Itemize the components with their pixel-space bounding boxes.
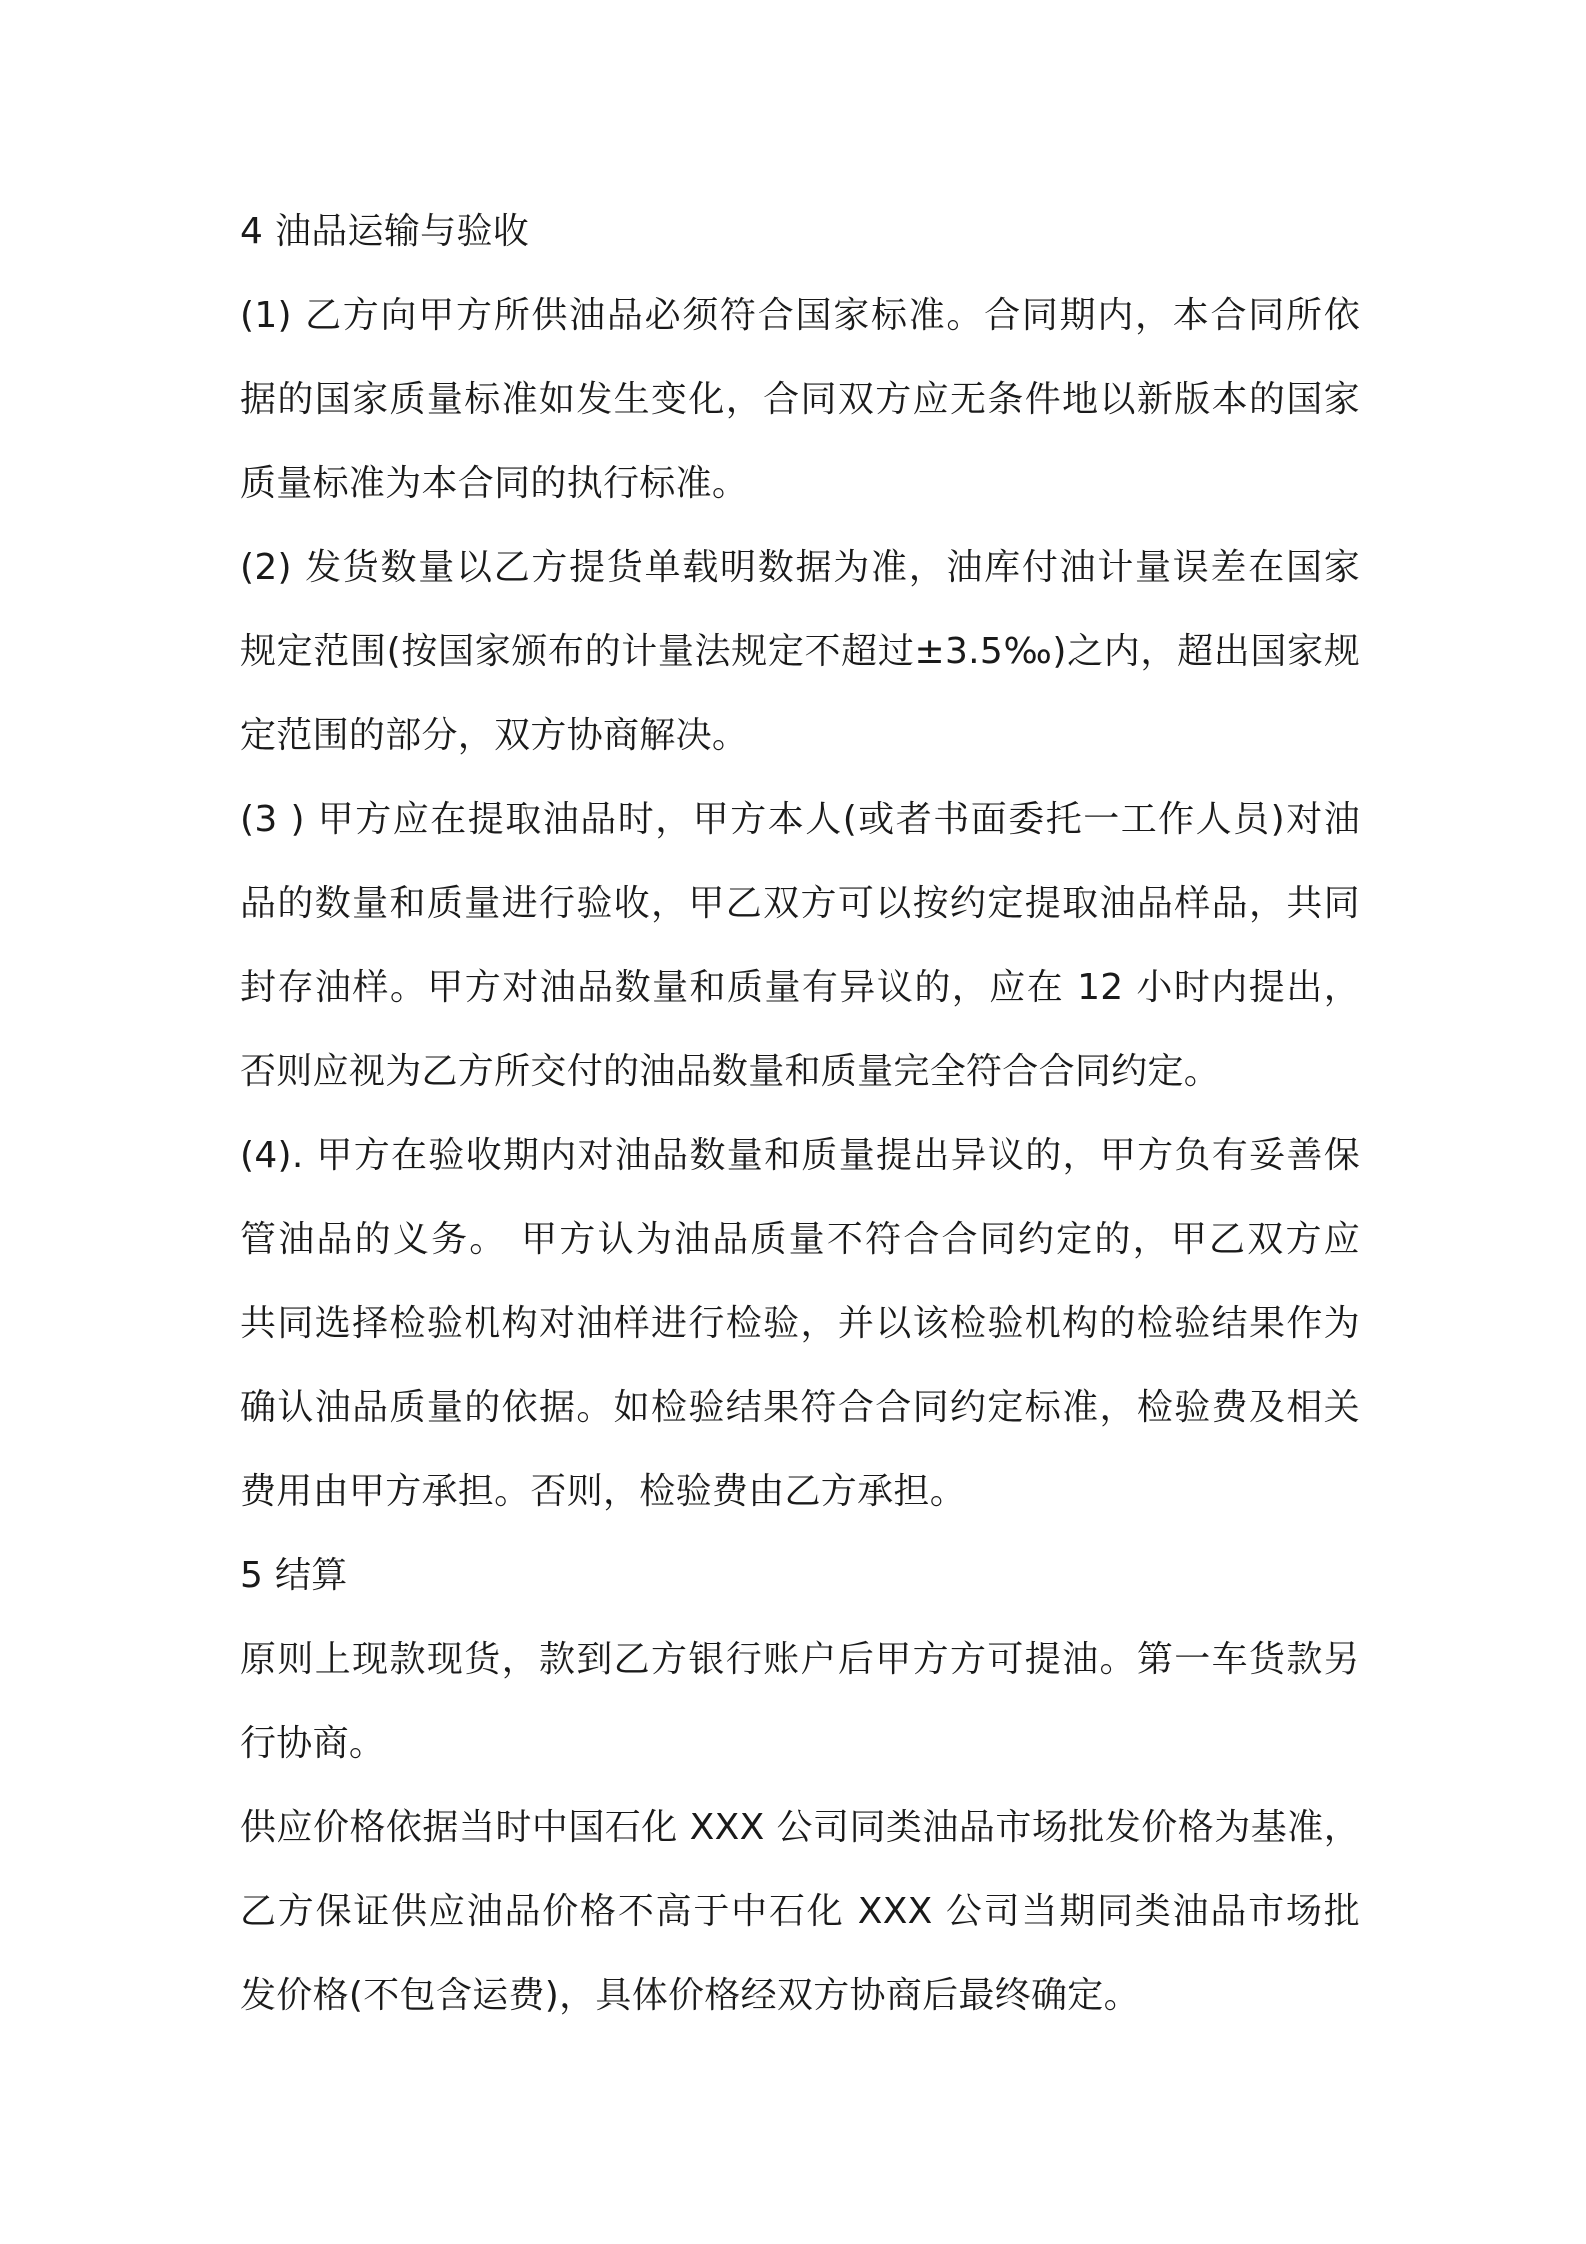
text-line: 行协商。 — [240, 1723, 386, 1764]
text-line: 否则应视为乙方所交付的油品数量和质量完全符合合同约定。 — [240, 1051, 1221, 1092]
text-line: 确认油品质量的依据。如检验结果符合合同约定标准，检验费及相关 — [240, 1387, 1360, 1428]
text-line: 品的数量和质量进行验收，甲乙双方可以按约定提取油品样品，共同 — [240, 883, 1360, 924]
text-line: 共同选择检验机构对油样进行检验，并以该检验机构的检验结果作为 — [240, 1303, 1360, 1344]
text-line: (4). 甲方在验收期内对油品数量和质量提出异议的，甲方负有妥善保 — [240, 1135, 1360, 1176]
text-line: 发价格(不包含运费)，具体价格经双方协商后最终确定。 — [240, 1975, 1140, 2016]
text-line: 定范围的部分，双方协商解决。 — [240, 715, 749, 756]
text-line: 质量标准为本合同的执行标准。 — [240, 463, 749, 504]
text-line: 原则上现款现货，款到乙方银行账户后甲方方可提油。第一车货款另 — [240, 1639, 1360, 1680]
text-line: 封存油样。甲方对油品数量和质量有异议的，应在 12 小时内提出， — [240, 967, 1360, 1008]
text-line: (2) 发货数量以乙方提货单载明数据为准，油库付油计量误差在国家 — [240, 547, 1360, 588]
text-line: (3 ) 甲方应在提取油品时，甲方本人(或者书面委托一工作人员)对油 — [240, 799, 1360, 840]
text-line: 管油品的义务。 甲方认为油品质量不符合合同约定的，甲乙双方应 — [240, 1219, 1360, 1260]
section-heading-4: 4 油品运输与验收 — [240, 211, 530, 252]
text-line: 乙方保证供应油品价格不高于中石化 XXX 公司当期同类油品市场批 — [240, 1891, 1360, 1932]
section-heading-5: 5 结算 — [240, 1555, 348, 1596]
text-line: 规定范围(按国家颁布的计量法规定不超过±3.5‰)之内，超出国家规 — [240, 631, 1360, 672]
text-line: (1) 乙方向甲方所供油品必须符合国家标准。合同期内，本合同所依 — [240, 295, 1360, 336]
text-line: 据的国家质量标准如发生变化，合同双方应无条件地以新版本的国家 — [240, 379, 1360, 420]
document-body — [240, 190, 1360, 2038]
text-line: 供应价格依据当时中国石化 XXX 公司同类油品市场批发价格为基准， — [240, 1807, 1360, 1848]
text-line: 费用由甲方承担。否则，检验费由乙方承担。 — [240, 1471, 967, 1512]
